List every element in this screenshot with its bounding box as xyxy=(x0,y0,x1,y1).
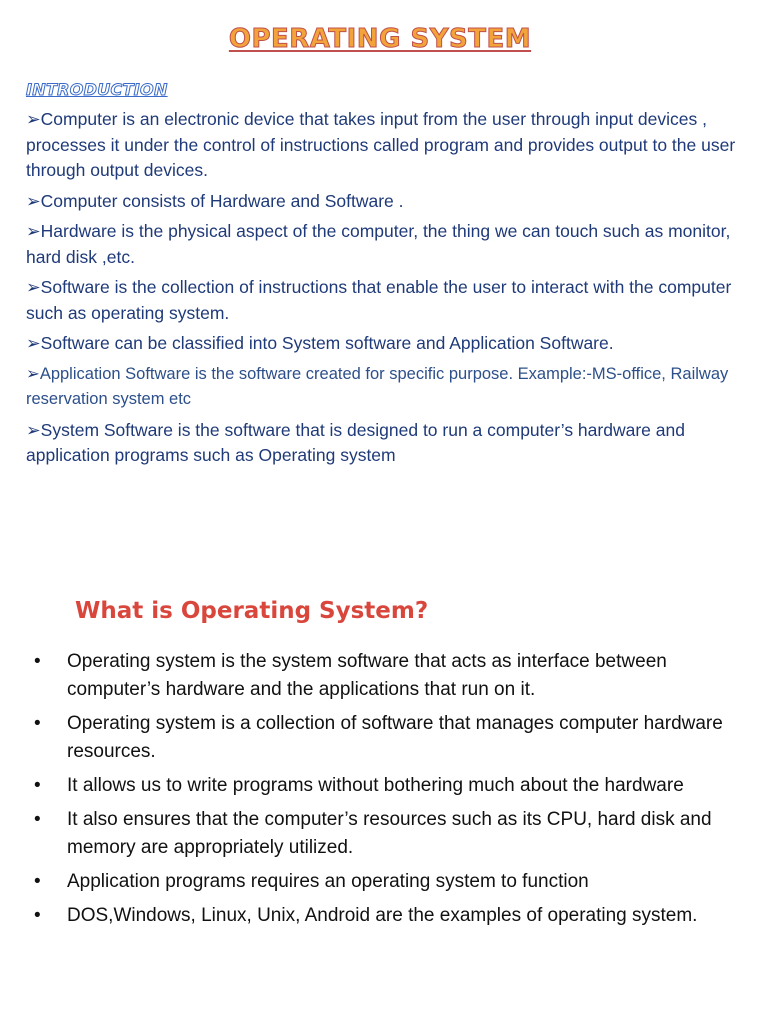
bullet-icon: • xyxy=(34,713,41,734)
intro-item xyxy=(26,219,746,270)
list-item-text: It also ensures that the computer’s resources such as its CPU, hard disk and memory are appropriately utilized. xyxy=(67,809,712,858)
intro-item xyxy=(26,418,746,469)
list-item xyxy=(34,806,734,862)
intro-item-text: Computer consists of Hardware and Software . xyxy=(40,190,404,211)
intro-item xyxy=(26,189,746,215)
intro-item xyxy=(26,331,746,357)
arrow-bullet-icon: ➢ xyxy=(26,277,41,297)
list-item xyxy=(34,710,734,766)
list-item-text: DOS,Windows, Linux, Unix, Android are the examples of operating system. xyxy=(67,905,698,926)
arrow-bullet-icon: ➢ xyxy=(26,109,41,129)
intro-item xyxy=(26,362,746,413)
list-item xyxy=(34,868,734,896)
bullet-icon: • xyxy=(34,775,41,796)
arrow-bullet-icon: ➢ xyxy=(26,333,41,353)
bullet-icon: • xyxy=(34,809,41,830)
list-item-text: It allows us to write programs without bothering much about the hardware xyxy=(67,775,684,796)
intro-item-text: Hardware is the physical aspect of the computer, the thing we can touch such as monitor, hard disk ,etc. xyxy=(26,221,731,267)
what-is-os-heading: What is Operating System? xyxy=(75,598,429,624)
arrow-bullet-icon: ➢ xyxy=(26,364,40,383)
intro-item-text: Computer is an electronic device that takes input from the user through input devices , processes it under the control of instructions called program and provides output to the user through output devices. xyxy=(26,109,736,180)
introduction-list xyxy=(26,107,746,474)
arrow-bullet-icon: ➢ xyxy=(26,221,41,241)
intro-item xyxy=(26,275,746,326)
bullet-icon: • xyxy=(34,905,41,926)
list-item-text: Operating system is a collection of software that manages computer hardware resources. xyxy=(67,713,723,762)
list-item xyxy=(34,902,734,930)
intro-item-text: System Software is the software that is designed to run a computer’s hardware and application programs such as Operating system xyxy=(26,419,685,465)
arrow-bullet-icon: ➢ xyxy=(26,419,41,440)
list-item-text: Operating system is the system software that acts as interface between computer’s hardware and the applications that run on it. xyxy=(67,651,667,700)
introduction-heading: INTRODUCTION xyxy=(26,80,168,99)
list-item xyxy=(34,772,734,800)
bullet-icon: • xyxy=(34,871,41,892)
bullet-icon: • xyxy=(34,651,41,672)
arrow-bullet-icon: ➢ xyxy=(26,190,41,211)
page-title: OPERATING SYSTEM xyxy=(228,24,532,54)
list-item xyxy=(34,648,734,704)
intro-item-text: Application Software is the software created for specific purpose. Example:-MS-office, Railway reservation system etc xyxy=(26,364,729,408)
intro-item-text: Software can be classified into System software and Application Software. xyxy=(40,333,614,353)
intro-item xyxy=(26,107,746,184)
intro-item-text: Software is the collection of instructions that enable the user to interact with the computer such as operating system. xyxy=(26,277,732,323)
what-is-os-list xyxy=(34,648,734,936)
list-item-text: Application programs requires an operating system to function xyxy=(67,871,589,892)
